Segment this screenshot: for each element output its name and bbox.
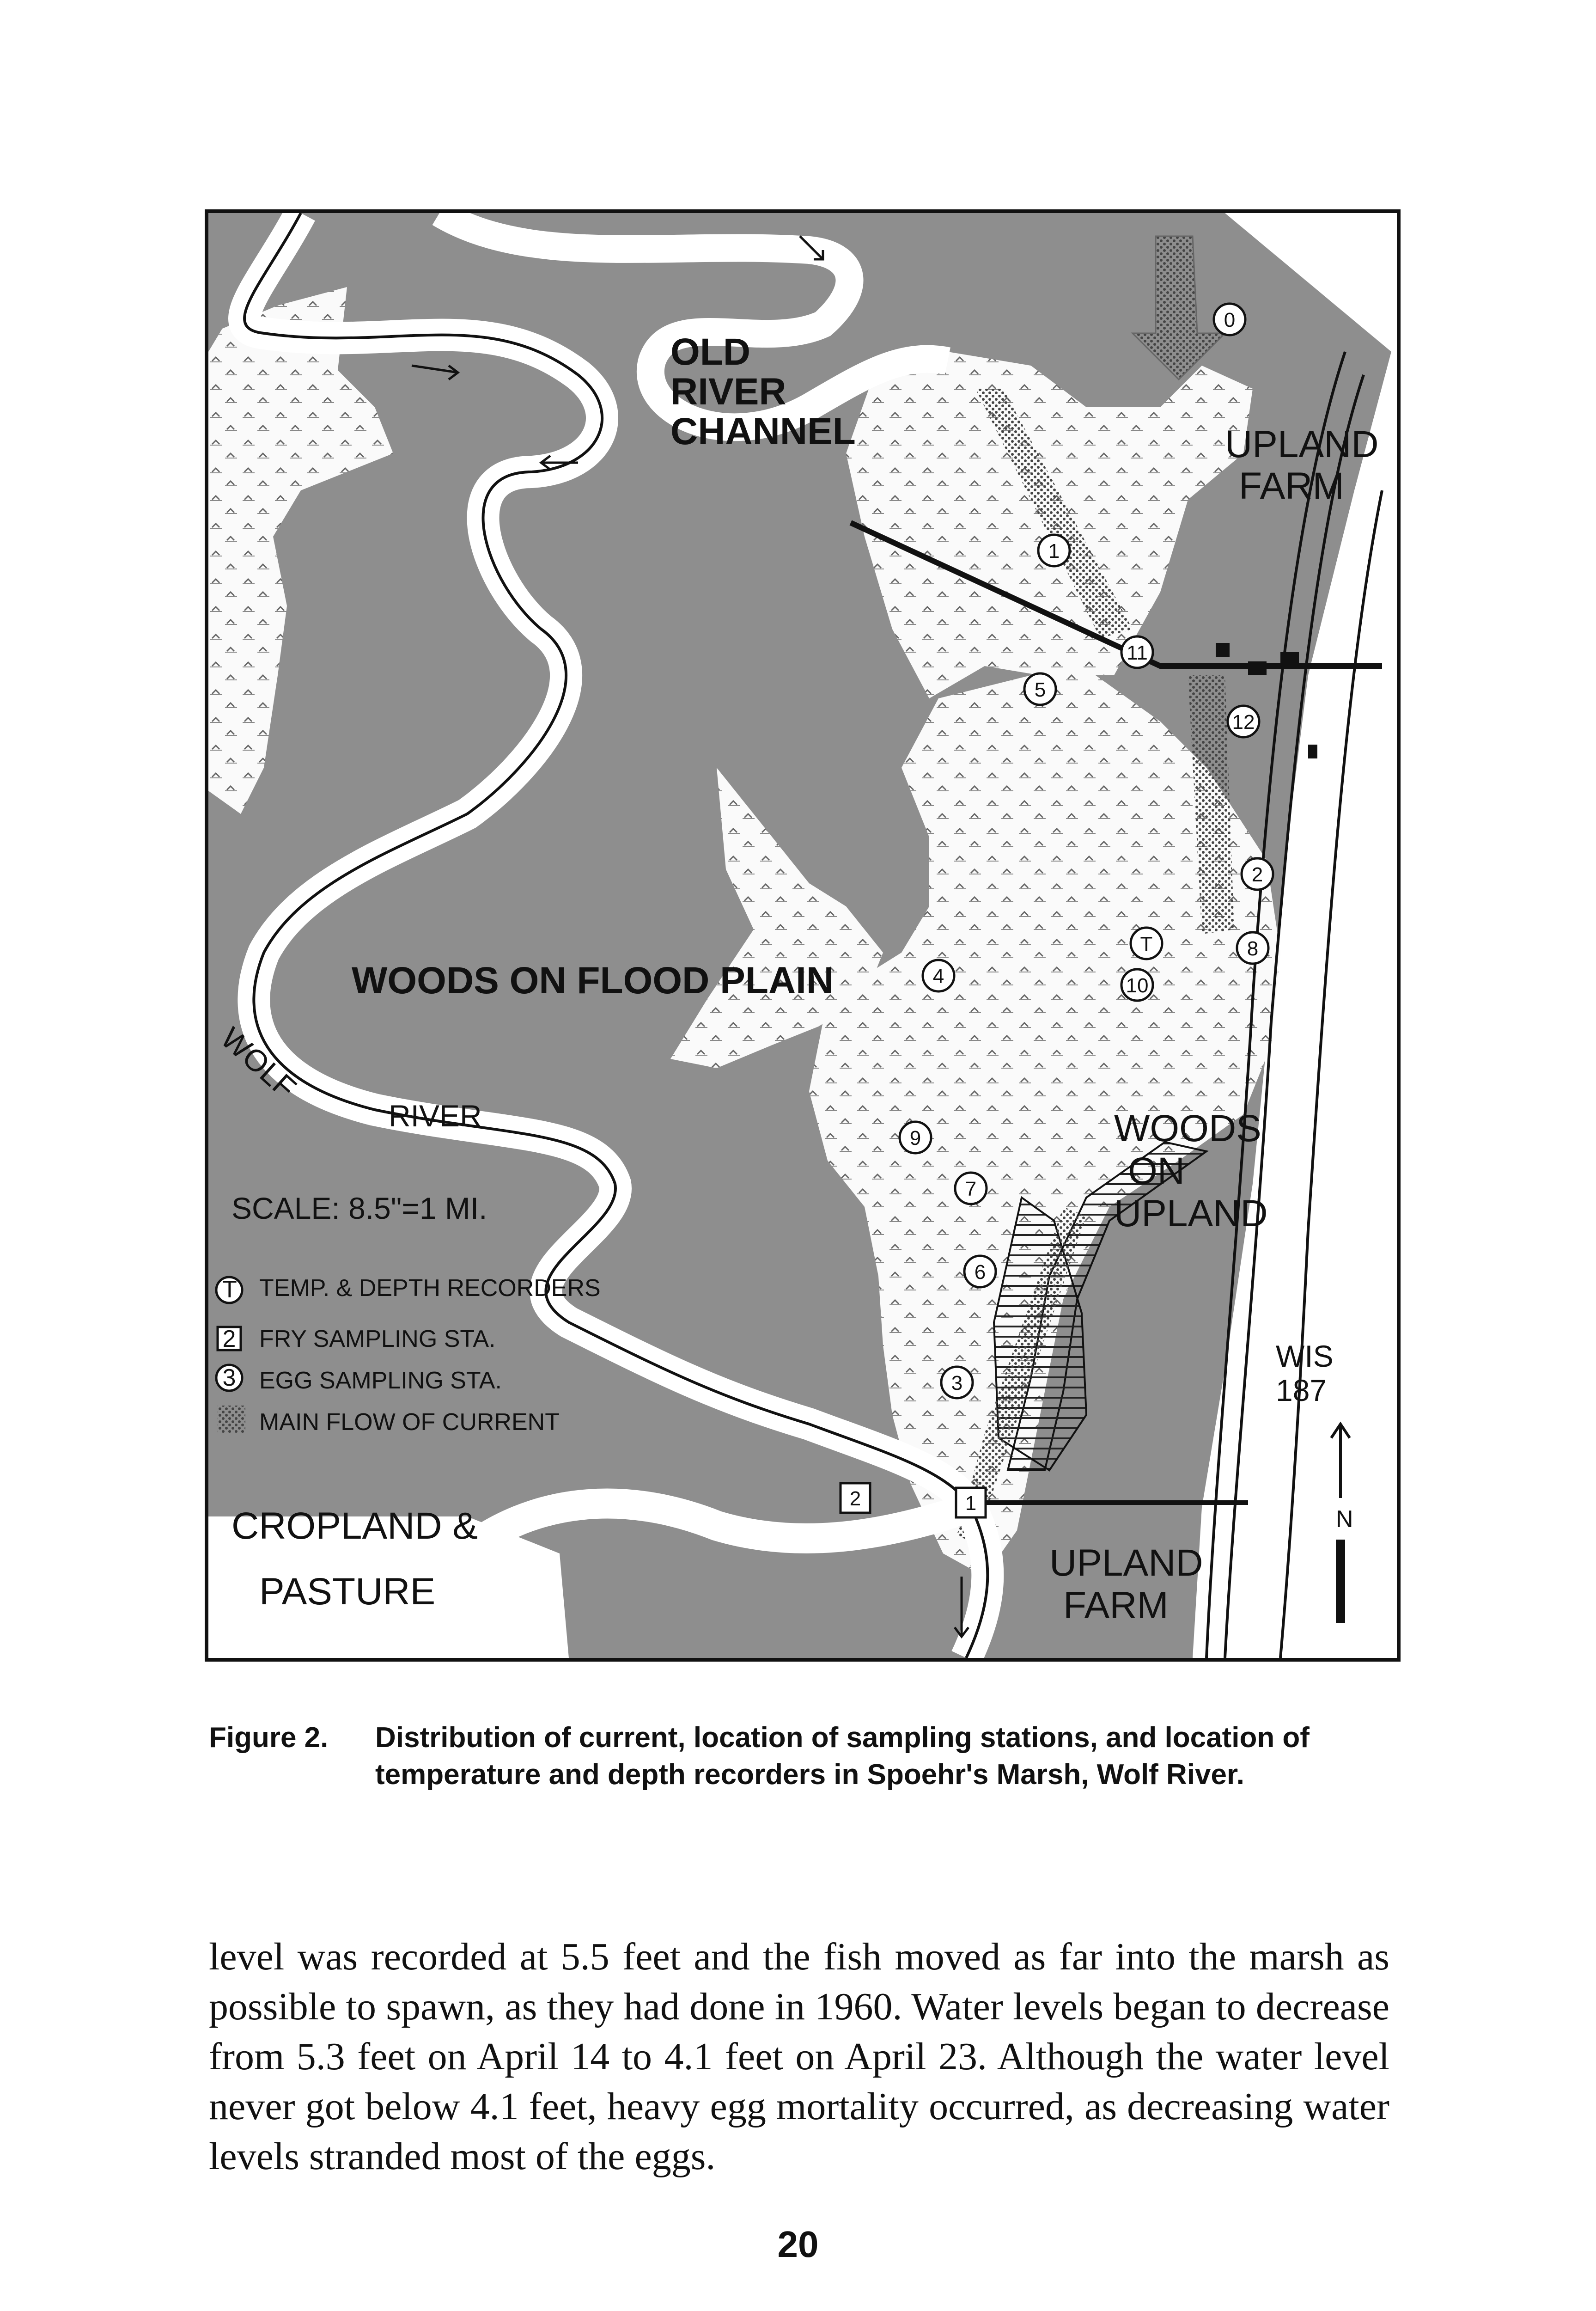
station-3 bbox=[941, 1367, 973, 1398]
scale-label: SCALE: 8.5"=1 MI. bbox=[231, 1191, 487, 1225]
building bbox=[1280, 652, 1299, 666]
station-label: 3 bbox=[951, 1372, 963, 1394]
legend-egg-sampling: EGG SAMPLING STA. bbox=[259, 1367, 502, 1394]
legend-egg-sampling-symbol-text: 3 bbox=[222, 1364, 236, 1391]
station-label: 0 bbox=[1224, 309, 1236, 331]
station-5 bbox=[1024, 673, 1056, 705]
legend-temp-recorder: TEMP. & DEPTH RECORDERS bbox=[259, 1275, 601, 1302]
station-label: T bbox=[1140, 933, 1153, 955]
station-label: 2 bbox=[1251, 863, 1263, 886]
wolf-label: WOLF bbox=[214, 1021, 303, 1105]
wis-187-label: WIS 187 bbox=[1276, 1339, 1334, 1407]
upland-farm-label-bottom: UPLAND FARM bbox=[1049, 1542, 1203, 1626]
station-T bbox=[1131, 928, 1162, 959]
building bbox=[1216, 643, 1230, 657]
station-0 bbox=[1214, 304, 1245, 335]
river-label: RIVER bbox=[389, 1099, 482, 1133]
map-figure bbox=[205, 209, 1401, 1662]
station-1 bbox=[1038, 535, 1070, 566]
woods-on-upland-label: WOODS ON UPLAND bbox=[1114, 1107, 1268, 1235]
cropland-pasture-label: CROPLAND & PASTURE bbox=[231, 1505, 478, 1613]
legend-main-flow-symbol bbox=[218, 1406, 245, 1433]
station-label: 2 bbox=[849, 1487, 861, 1510]
woods-on-flood-plain-label: WOODS ON FLOOD PLAIN bbox=[352, 960, 834, 1002]
station-9 bbox=[900, 1122, 931, 1153]
caption-text: Distribution of current, location of sampling stations, and location of temperature and depth recorders in Spoehr's Marsh, Wolf River. bbox=[375, 1722, 1310, 1791]
station-label: 1 bbox=[1048, 540, 1060, 562]
north-label: N bbox=[1336, 1506, 1353, 1533]
marsh-west bbox=[208, 287, 393, 814]
north-arrow-tail bbox=[1336, 1540, 1345, 1623]
station-label: 5 bbox=[1034, 679, 1046, 701]
station-11 bbox=[1121, 636, 1153, 668]
building bbox=[1308, 745, 1317, 758]
upland-farm-label-top: UPLAND FARM bbox=[1225, 423, 1379, 507]
station-12 bbox=[1228, 706, 1259, 737]
station-2 bbox=[1242, 858, 1273, 890]
old-river-channel-label: OLD RIVER CHANNEL bbox=[670, 331, 856, 452]
page-number: 20 bbox=[777, 2224, 819, 2265]
body-paragraph: level was recorded at 5.5 feet and the fish moved as far into the marsh as possible to spawn, as they had done in 1960. Water levels began to decrease from 5.3 feet on April 14 to 4.1 feet on April 23. Although the water level never got below 4.1 feet, heavy egg mortality occurred, as decreasing water levels stranded most of the eggs. bbox=[209, 1935, 1389, 2178]
station-label: 4 bbox=[932, 965, 944, 988]
station-label: 6 bbox=[974, 1261, 986, 1284]
legend-temp-recorder-symbol-text: T bbox=[222, 1276, 237, 1303]
legend-main-flow: MAIN FLOW OF CURRENT bbox=[259, 1409, 560, 1436]
station-2 bbox=[841, 1483, 870, 1513]
figure-label: Figure 2. bbox=[209, 1722, 329, 1754]
station-label: 12 bbox=[1232, 711, 1255, 734]
building bbox=[1248, 661, 1267, 675]
station-label: 8 bbox=[1247, 937, 1259, 960]
legend-fry-sampling-symbol-text: 2 bbox=[222, 1326, 236, 1352]
current-arrow bbox=[412, 366, 458, 379]
station-7 bbox=[955, 1173, 987, 1204]
station-8 bbox=[1237, 932, 1268, 964]
station-label: 11 bbox=[1127, 642, 1148, 664]
station-label: 7 bbox=[965, 1178, 977, 1200]
station-label: 1 bbox=[965, 1492, 977, 1515]
station-4 bbox=[923, 960, 954, 991]
station-label: 10 bbox=[1126, 974, 1149, 997]
legend-fry-sampling: FRY SAMPLING STA. bbox=[259, 1326, 496, 1352]
station-10 bbox=[1121, 969, 1153, 1001]
station-1 bbox=[956, 1488, 986, 1517]
main-flow-current-north bbox=[1133, 236, 1225, 379]
station-label: 9 bbox=[909, 1127, 921, 1149]
station-6 bbox=[964, 1256, 996, 1287]
